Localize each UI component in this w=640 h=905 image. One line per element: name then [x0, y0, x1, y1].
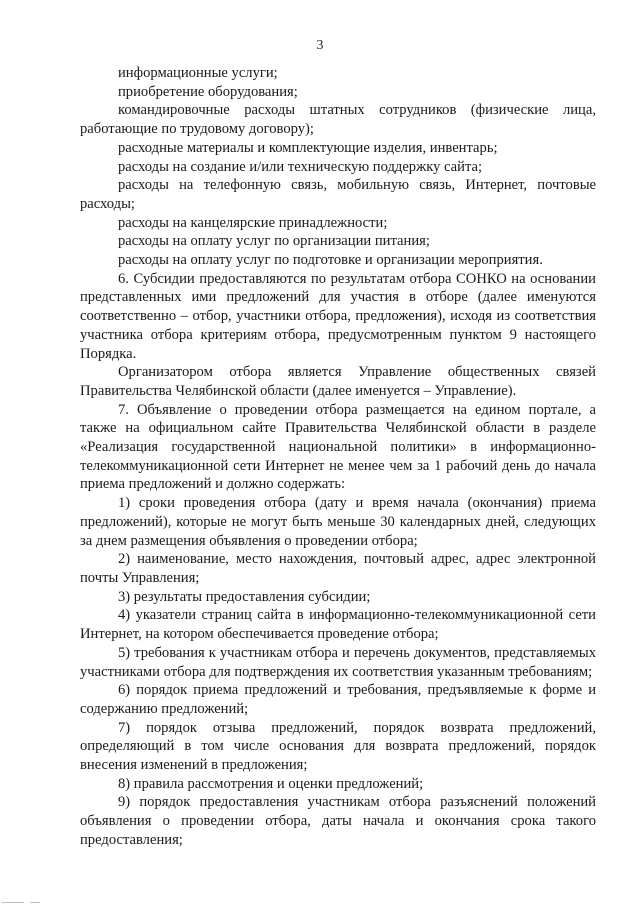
paragraph: 6. Субсидии предоставляются по результатам отбора СОНКО на основании представленных ими предложений для участия в отборе (далее именуются соответственно – отбор, участники отбора, предложения), исходя из соответствия участника отбора критериям отбора, предусмотренным пунктом 9 настоящего Порядка. [80, 270, 596, 362]
paragraph: приобретение оборудования; [118, 83, 298, 100]
paragraph: 9) порядок предоставления участникам отбора разъяснений положений объявления о проведении отбора, даты начала и окончания срока такого предоставления; [80, 794, 596, 848]
paragraph: информационные услуги; [118, 65, 278, 81]
paragraph: 2) наименование, место нахождения, почтовый адрес, адрес электронной почты Управления; [80, 551, 596, 586]
paragraph: 1) сроки проведения отбора (дату и время начала (окончания) приема предложений), которые не могут быть меньше 30 календарных дней, следующих за днем размещения объявления о проведении отбора; [80, 495, 596, 549]
paragraph: 3) результаты предоставления субсидии; [118, 588, 371, 605]
paragraph: 7. Объявление о проведении отбора размещается на едином портале, а также на официальном сайте Правительства Челябинской области в разделе «Реализация государственной национальной политики» в информационно-телекоммуникационной сети Интернет не менее чем за 1 рабочий день до начала приема предложений и должно содержать: [80, 401, 596, 493]
paragraph: расходы на оплату услуг по подготовке и организации мероприятия. [118, 252, 543, 269]
paragraph: 8) правила рассмотрения и оценки предложений; [118, 775, 424, 792]
page-number: 3 [316, 38, 324, 53]
paragraph: 4) указатели страниц сайта в информационно-телекоммуникационной сети Интернет, на котором обеспечивается проведение отбора; [80, 607, 596, 643]
paragraph: 5) требования к участникам отбора и перечень документов, представляемых участниками отбора для подтверждения их соответствия указанным требованиям; [80, 644, 596, 680]
scan-artifact [0, 895, 60, 905]
paragraph: командировочные расходы штатных сотрудников (физические лица, работающие по трудовому договору); [80, 102, 596, 138]
paragraph: расходы на создание и/или техническую поддержку сайта; [118, 158, 483, 175]
paragraph: расходы на телефонную связь, мобильную связь, Интернет, почтовые расходы; [80, 177, 596, 212]
paragraph: 7) порядок отзыва предложений, порядок возврата предложений, определяющий в том числе основания для возврата предложений, порядок внесения изменений в предложения; [80, 719, 596, 774]
paragraph: Организатором отбора является Управление общественных связей Правительства Челябинской области (далее именуется – Управление). [80, 364, 596, 399]
paragraph: расходы на оплату услуг по организации питания; [118, 233, 430, 250]
paragraph: расходы на канцелярские принадлежности; [118, 214, 388, 231]
paragraph: 6) порядок приема предложений и требования, предъявляемые к форме и содержанию предложений; [80, 682, 596, 717]
paragraph: расходные материалы и комплектующие изделия, инвентарь; [118, 139, 498, 156]
document-body [80, 64, 596, 850]
